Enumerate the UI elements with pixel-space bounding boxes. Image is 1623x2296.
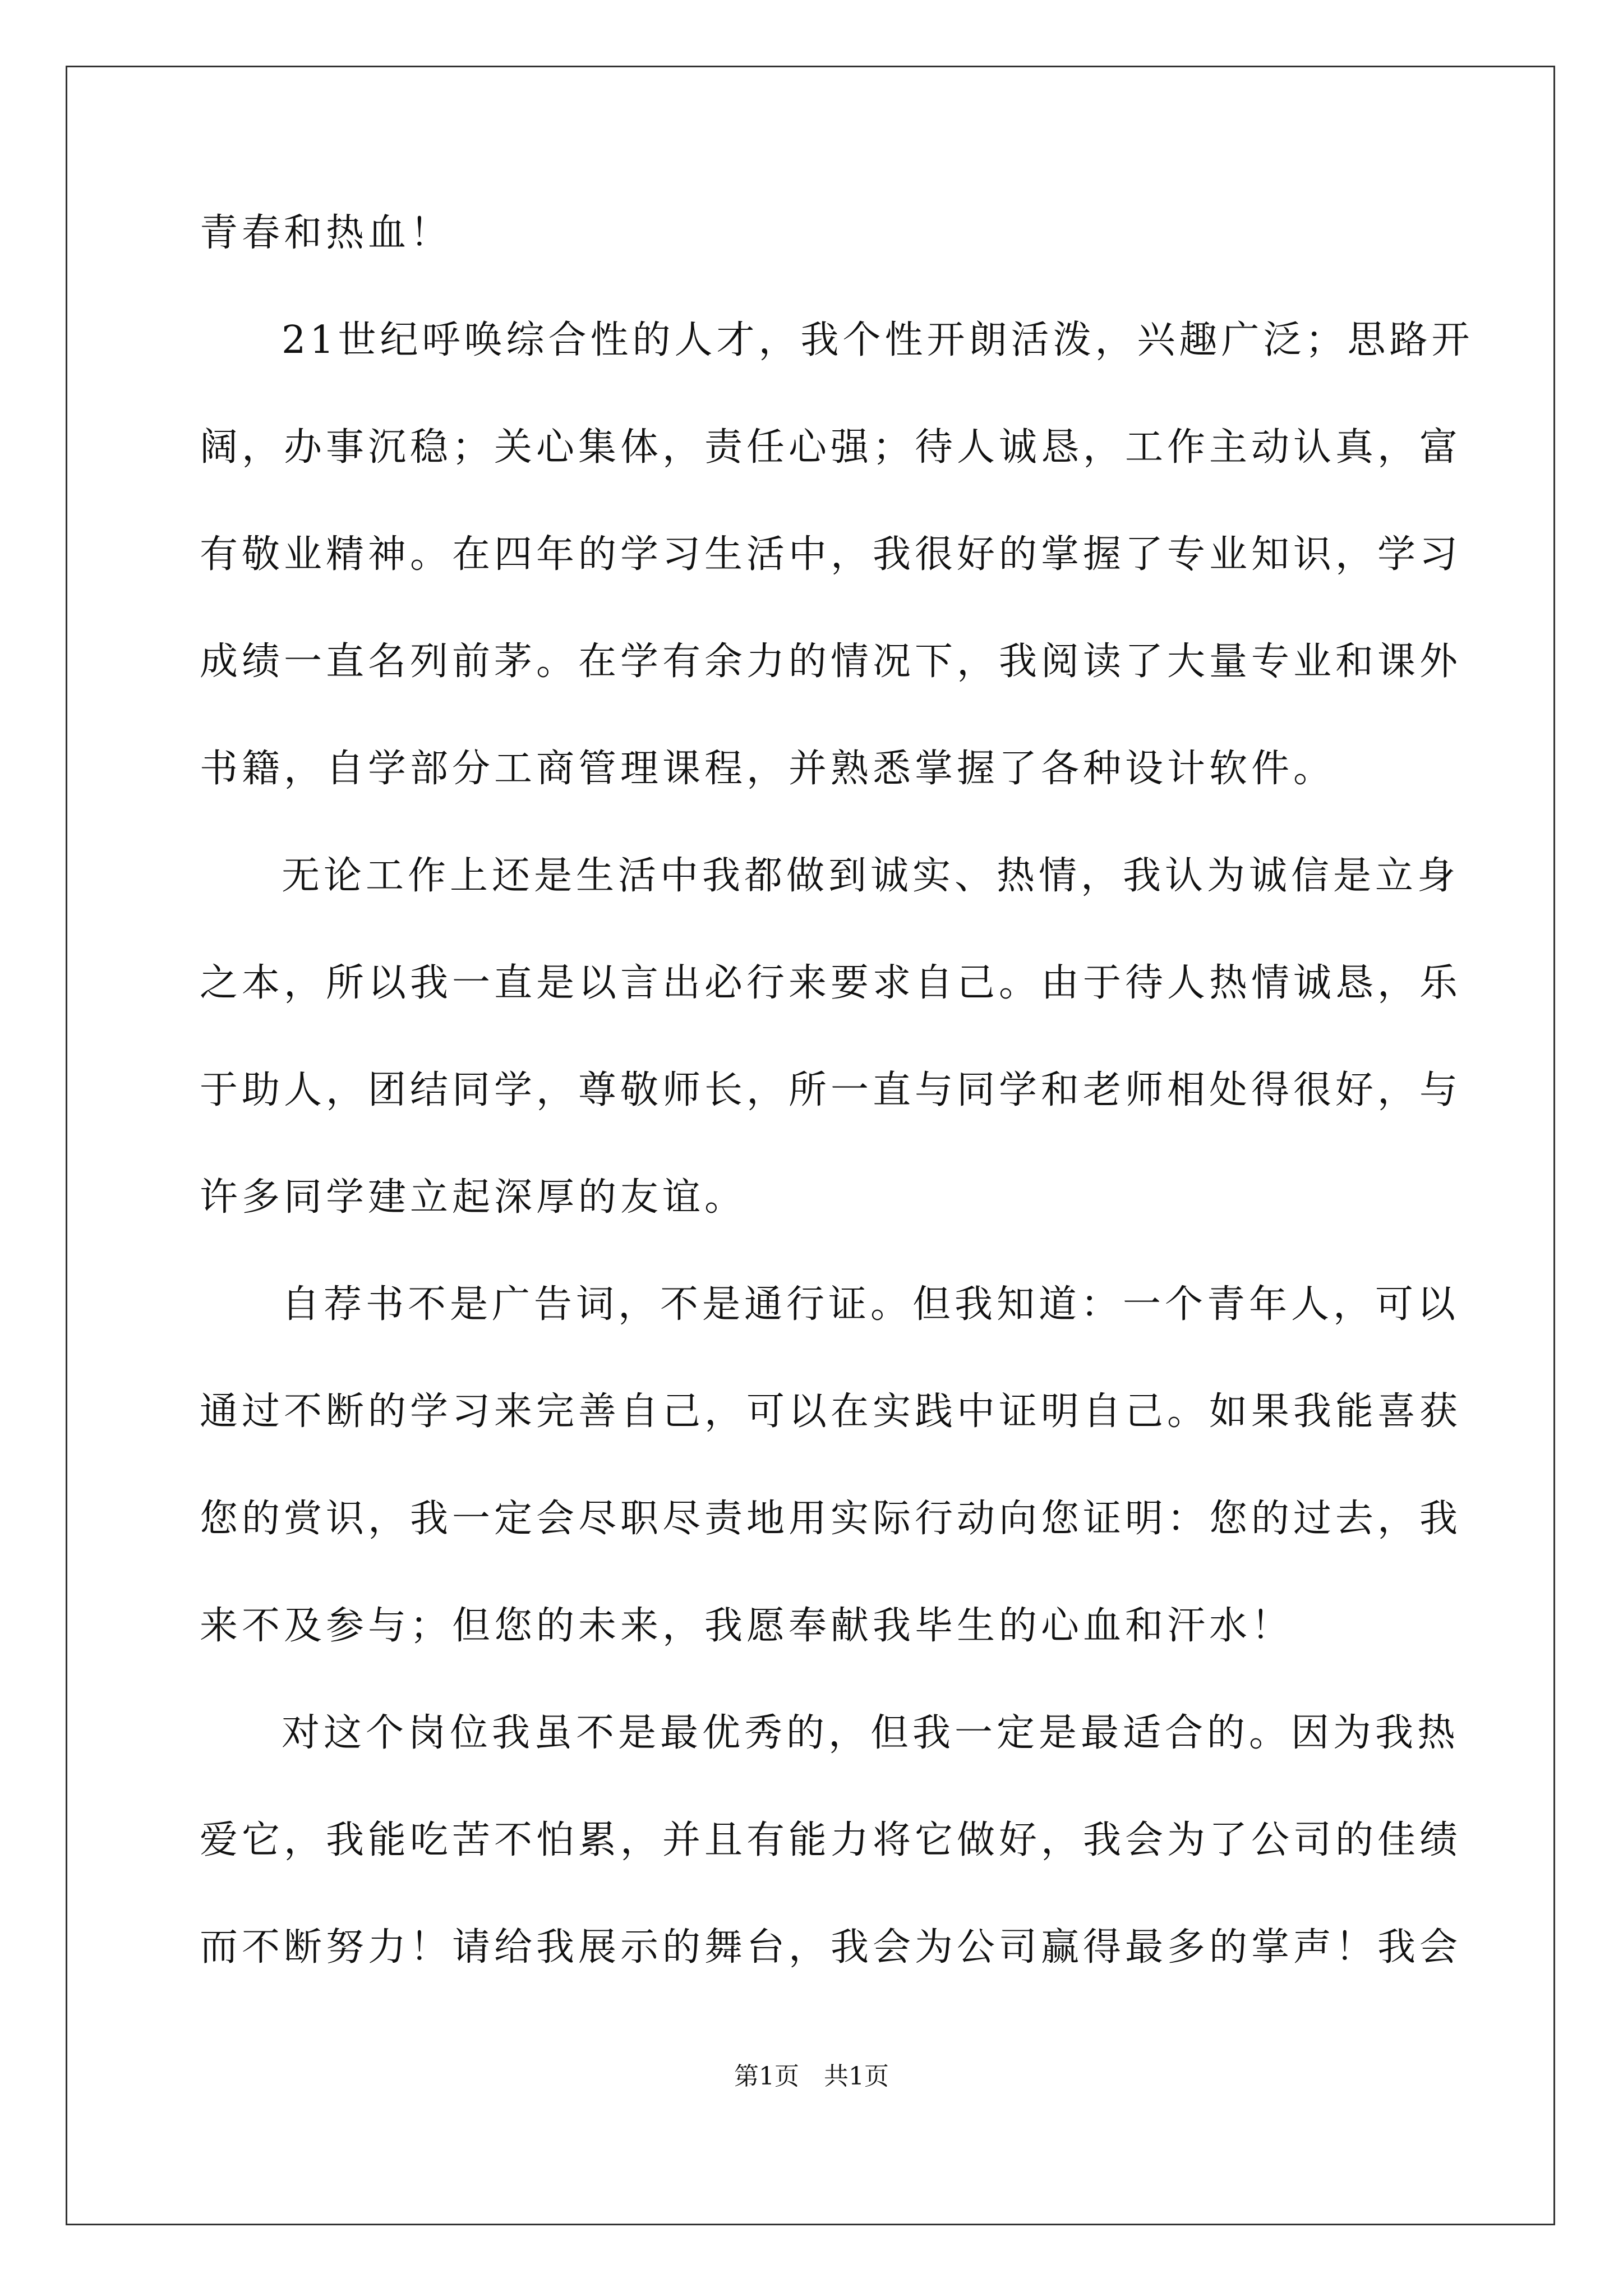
text-line: 21世纪呼唤综合性的人才，我个性开朗活泼，兴趣广泛；思路开	[282, 318, 1474, 362]
text-line: 来不及参与；但您的未来，我愿奉献我毕生的心血和汗水！	[200, 1604, 1294, 1648]
text-line: 而不断努力！请给我展示的舞台，我会为公司赢得最多的掌声！我会	[200, 1925, 1462, 1970]
text-line: 青春和热血！	[200, 211, 453, 255]
text-line: 您的赏识，我一定会尽职尽责地用实际行动向您证明：您的过去，我	[200, 1497, 1462, 1541]
text-line: 自荐书不是广告词，不是通行证。但我知道：一个青年人，可以	[282, 1282, 1460, 1327]
text-line: 之本，所以我一直是以言出必行来要求自己。由于待人热情诚恳，乐	[200, 961, 1462, 1005]
text-line: 爱它，我能吃苦不怕累，并且有能力将它做好，我会为了公司的佳绩	[200, 1818, 1462, 1862]
text-line: 无论工作上还是生活中我都做到诚实、热情，我认为诚信是立身	[282, 854, 1460, 898]
text-line: 许多同学建立起深厚的友谊。	[200, 1175, 747, 1220]
text-line: 通过不断的学习来完善自己，可以在实践中证明自己。如果我能喜获	[200, 1389, 1462, 1434]
text-line: 阔，办事沉稳；关心集体，责任心强；待人诚恳，工作主动认真，富	[200, 425, 1462, 470]
text-line: 书籍，自学部分工商管理课程，并熟悉掌握了各种设计软件。	[200, 747, 1336, 791]
text-line: 于助人，团结同学，尊敬师长，所一直与同学和老师相处得很好，与	[200, 1068, 1462, 1112]
text-line: 有敬业精神。在四年的学习生活中，我很好的掌握了专业知识，学习	[200, 532, 1462, 577]
document-body	[200, 211, 1474, 2036]
text-line: 成绩一直名列前茅。在学有余力的情况下，我阅读了大量专业和课外	[200, 639, 1462, 684]
text-line: 对这个岗位我虽不是最优秀的，但我一定是最适合的。因为我热	[282, 1711, 1460, 1755]
page-number-footer: 第1页 共1页	[734, 2062, 889, 2091]
